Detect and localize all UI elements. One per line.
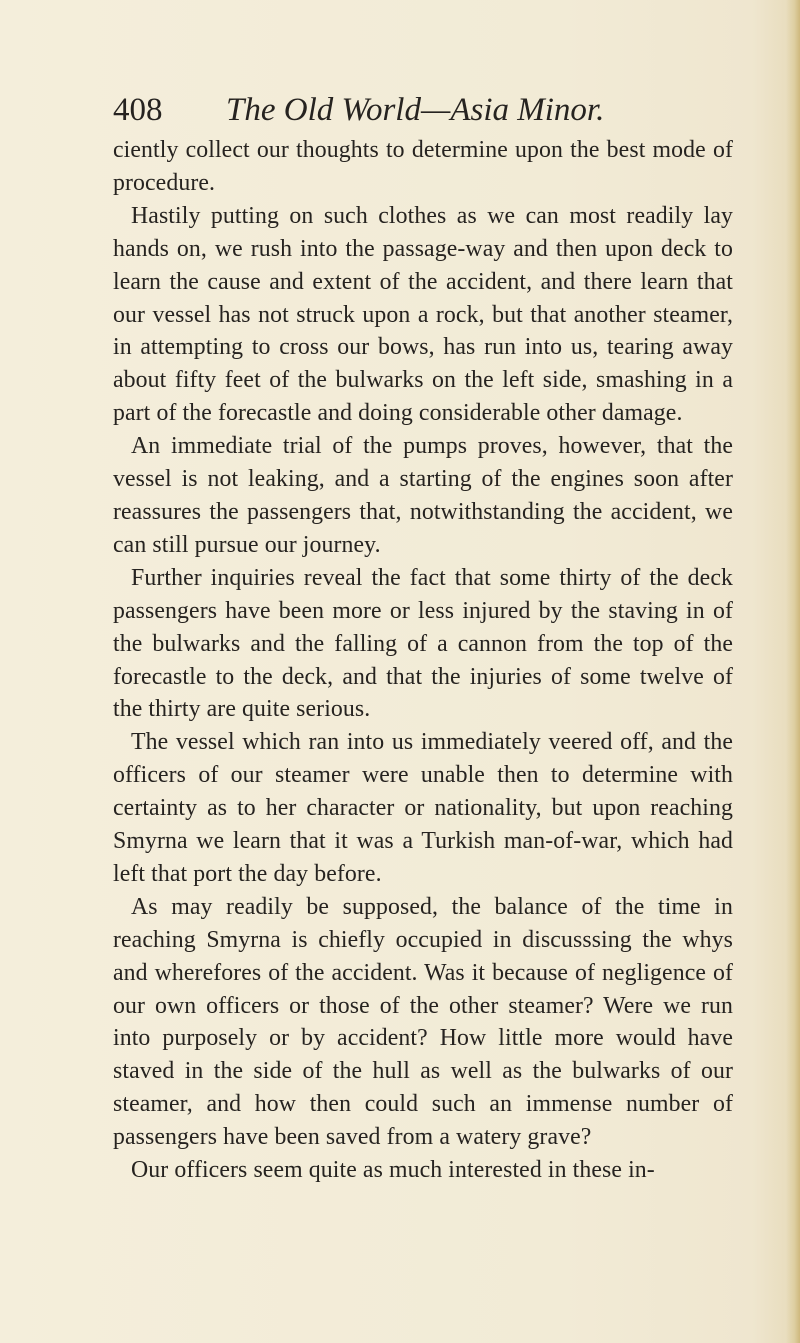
body-text (113, 134, 733, 1187)
paragraph-6: As may readily be supposed, the balance of the time in reaching Smyrna is chiefly occupied in discusssing the whys and wherefores of the accident. Was it because of negligence of our own officers or those of the other steamer? Were we run into purposely or by accident? How little more would have staved in the side of the hull as well as the bulwarks of our steamer, and how then could such an immense number of passengers have been saved from a watery grave? (113, 893, 733, 1151)
running-title: The Old World—Asia Minor. (226, 92, 605, 128)
paragraph-2: Hastily putting on such clothes as we can most readily lay hands on, we rush into the passage-way and then upon deck to learn the cause and extent of the accident, and there learn that our vessel has not struck upon a rock, but that another steamer, in attempting to cross our bows, has run into us, tearing away about fifty feet of the bulwarks on the left side, smashing in a part of the forecastle and doing considerable other damage. (113, 202, 733, 427)
page-header (113, 86, 713, 134)
page-number: 408 (113, 92, 163, 128)
paragraph-4: Further inquiries reveal the fact that some thirty of the deck passengers have been more or less injured by the staving in of the bulwarks and the falling of a cannon from the top of the forecastle to the deck, and that the injuries of some twelve of the thirty are quite serious. (113, 564, 733, 723)
page-edge-shadow (786, 0, 800, 1343)
paragraph-3: An immediate trial of the pumps proves, however, that the vessel is not leaking, and a starting of the engines soon after reassures the passengers that, notwithstanding the accident, we can still pursue our journey. (113, 433, 733, 558)
paragraph-5: The vessel which ran into us immediately veered off, and the officers of our steamer were unable then to determine with certainty as to her character or nationality, but upon reaching Smyrna we learn that it was a Turkish man-of-war, which had left that port the day before. (113, 729, 733, 887)
paragraph-1: ciently collect our thoughts to determine upon the best mode of procedure. (113, 137, 733, 196)
paragraph-7: Our officers seem quite as much interested in these in- (131, 1157, 655, 1184)
